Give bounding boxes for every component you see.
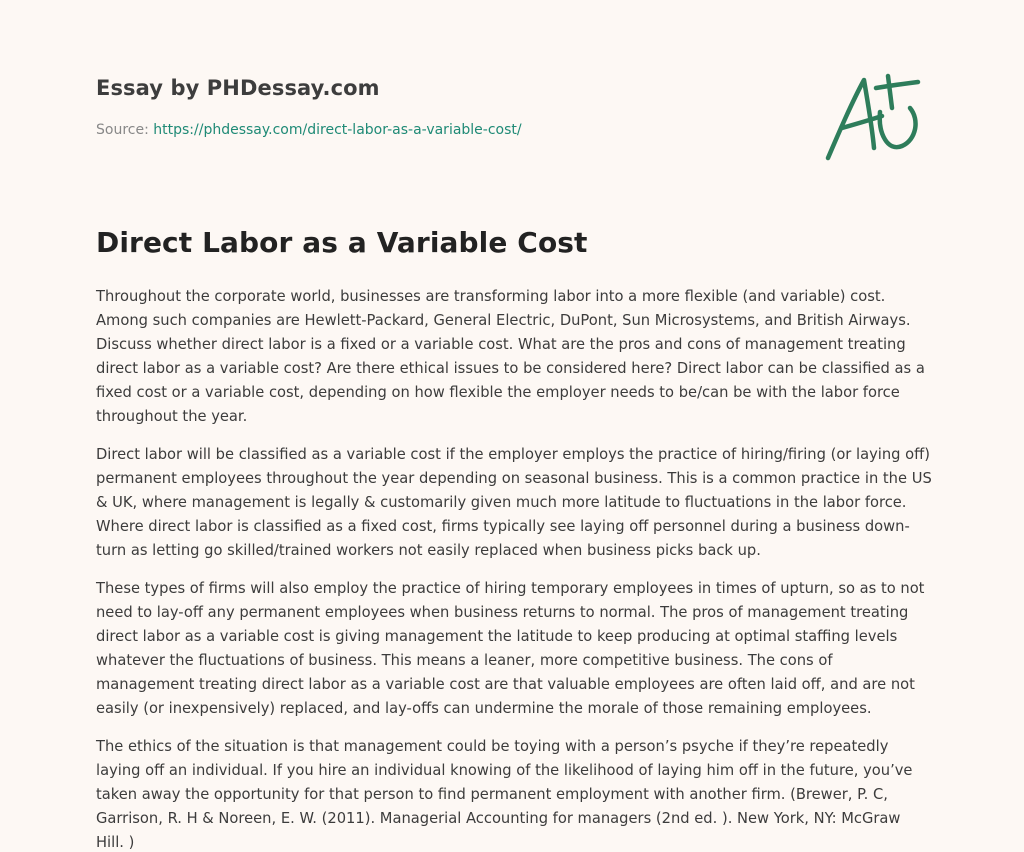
brand-name: Essay by PHDessay.com (96, 76, 380, 100)
source-link[interactable]: https://phdessay.com/direct-labor-as-a-variable-cost/ (153, 122, 522, 138)
a-plus-logo-icon (822, 68, 926, 164)
paragraph: These types of firms will also employ the practice of hiring temporary employees in times of upturn, so as to not need to lay-off any permanent employees when business returns to normal. The pros of management treating direct labor as a variable cost is giving management the latitude to keep producing at optimal staffing levels whatever the fluctuations of business. This means a leaner, more competitive business. The cons of management treating direct labor as a variable cost are that valuable employees are often laid off, and are not easily (or inexpensively) replaced, and lay-offs can undermine the morale of those remaining employees. (96, 580, 925, 717)
essay-title: Direct Labor as a Variable Cost (96, 226, 588, 259)
source-line (96, 122, 796, 138)
page-header (96, 76, 796, 138)
paragraph: The ethics of the situation is that management could be toying with a person’s psyche if they’re repeatedly laying off an individual. If you hire an individual knowing of the likelihood of laying him off in the future, you’ve taken away the opportunity for that person to find permanent employment with another firm. (Brewer, P. C, Garrison, R. H & Noreen, E. W. (2011). Managerial Accounting for managers (2nd ed. ). New York, NY: McGraw Hill. ) (96, 738, 913, 851)
paragraph: Direct labor will be classified as a variable cost if the employer employs the practice of hiring/firing (or laying off) permanent employees throughout the year depending on seasonal business. This is a common practice in the US & UK, where management is legally & customarily given much more latitude to fluctuations in the labor force. Where direct labor is classified as a fixed cost, firms typically see laying off personnel during a business down-turn as letting go skilled/trained workers not easily replaced when business picks back up. (96, 446, 932, 559)
essay-body (96, 285, 932, 852)
source-label: Source: (96, 122, 149, 138)
paragraph: Throughout the corporate world, businesses are transforming labor into a more flexible (and variable) cost. Among such companies are Hewlett-Packard, General Electric, DuPont, Sun Microsystems, and British Airways. Discuss whether direct labor is a fixed or a variable cost. What are the pros and cons of management treating direct labor as a variable cost? Are there ethical issues to be considered here? Direct labor can be classified as a fixed cost or a variable cost, depending on how flexible the employer needs to be/can be with the labor force throughout the year. (96, 288, 925, 425)
